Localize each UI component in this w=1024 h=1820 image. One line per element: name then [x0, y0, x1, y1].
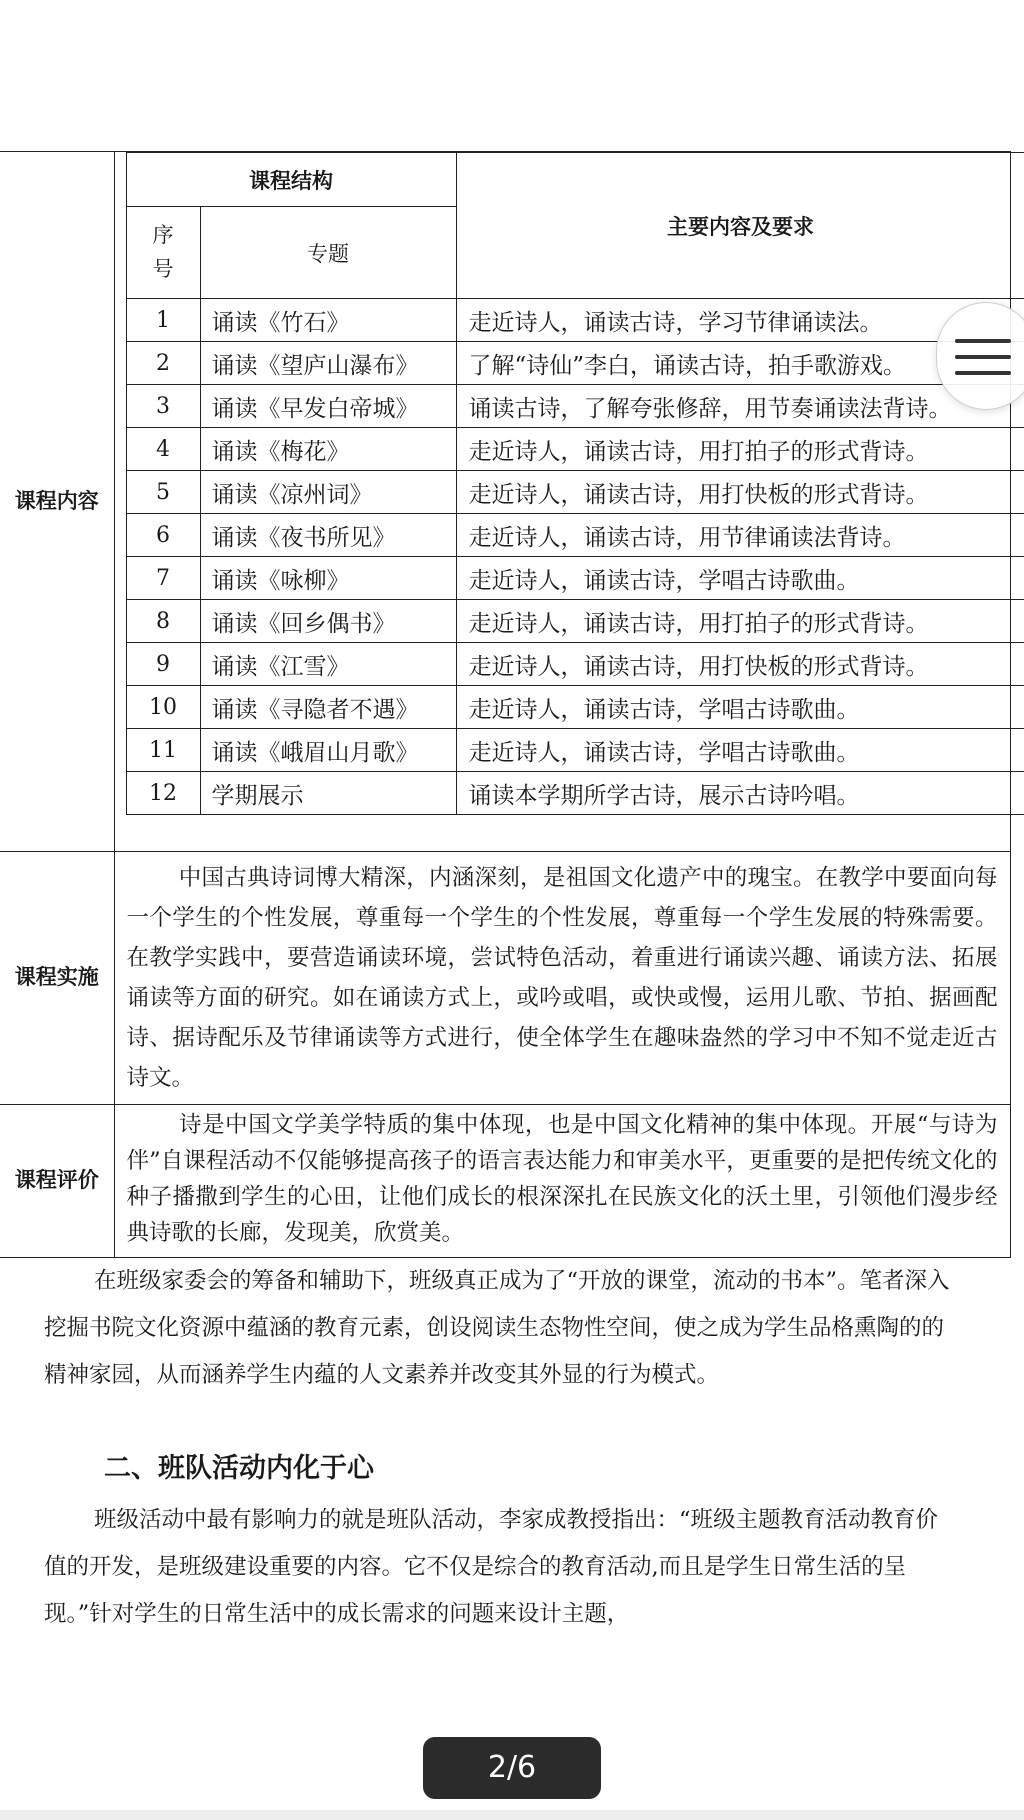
row-requirement: 走近诗人，诵读古诗，学习节律诵读法。 — [456, 299, 1024, 342]
paragraph-1-text: 在班级家委会的筹备和辅助下，班级真正成为了“开放的课堂，流动的书本”。笔者深入挖掘书院文化资源中蕴涵的教育元素，创设阅读生态物性空间，使之成为学生品格熏陶的的精神家园，从而涵养学生内蕴的人文素养并改变其外显的行为模式。 — [44, 1268, 950, 1388]
table-row — [126, 600, 1024, 643]
row-requirement: 走近诗人，诵读古诗，学唱古诗歌曲。 — [456, 686, 1024, 729]
course-rows — [126, 299, 1024, 851]
table-row — [126, 385, 1024, 428]
row-requirement: 走近诗人，诵读古诗，用打拍子的形式背诗。 — [456, 600, 1024, 643]
row-topic: 学期展示 — [200, 772, 456, 815]
course-implement-label: 课程实施 — [0, 851, 114, 1104]
section-heading: 二、班队活动内化于心 — [104, 1453, 374, 1484]
course-content-label: 课程内容 — [0, 152, 114, 852]
row-requirement: 走近诗人，诵读古诗，学唱古诗歌曲。 — [456, 729, 1024, 772]
table-row — [126, 686, 1024, 729]
body-paragraph-1 — [44, 1258, 954, 1399]
course-implement-paragraph: 中国古典诗词博大精深，内涵深刻，是祖国文化遗产中的瑰宝。在教学中要面向每一个学生的个性发展，尊重每一个学生的个性发展，尊重每一个学生发展的特殊需要。在教学实践中，要营造诵读环境，尝试特色活动，着重进行诵读兴趣、诵读方法、拓展诵读等方面的研究。如在诵读方式上，或吟或唱，或快或慢，运用儿歌、节拍、据画配诗、据诗配乐及节律诵读等方式进行，使全体学生在趣味盎然的学习中不知不觉走近古诗文。 — [126, 864, 998, 1091]
course-table — [0, 151, 1011, 1258]
row-topic: 诵读《早发白帝城》 — [200, 385, 456, 428]
row-topic: 诵读《咏柳》 — [200, 557, 456, 600]
course-structure-cell — [114, 152, 1010, 852]
table-row — [126, 471, 1024, 514]
row-requirement: 走近诗人，诵读古诗，用打拍子的形式背诗。 — [456, 428, 1024, 471]
row-requirement: 走近诗人，诵读古诗，用打快板的形式背诗。 — [456, 643, 1024, 686]
table-row — [126, 342, 1024, 385]
row-requirement: 走近诗人，诵读古诗，用打快板的形式背诗。 — [456, 471, 1024, 514]
course-evaluate-label: 课程评价 — [0, 1104, 114, 1257]
body-paragraph-2 — [44, 1497, 954, 1638]
row-index: 10 — [126, 686, 200, 729]
course-evaluate-text — [114, 1104, 1010, 1257]
row-requirement: 了解“诗仙”李白，诵读古诗，拍手歌游戏。 — [456, 342, 1024, 385]
course-content-section — [0, 152, 1010, 852]
topic-header: 专题 — [200, 207, 456, 299]
table-row — [126, 557, 1024, 600]
table-row — [126, 428, 1024, 471]
row-topic: 诵读《回乡偶书》 — [200, 600, 456, 643]
table-row — [126, 514, 1024, 557]
row-requirement: 诵读本学期所学古诗，展示古诗吟唱。 — [456, 772, 1024, 815]
table-row — [126, 643, 1024, 686]
course-evaluate-paragraph: 诗是中国文学美学特质的集中体现，也是中国文化精神的集中体现。开展“与诗为伴”自课程活动不仅能够提高孩子的语言表达能力和审美水平，更重要的是把传统文化的种子播撒到学生的心田，让他们成长的根深深扎在民族文化的沃土里，引领他们漫步经典诗歌的长廊，发现美，欣赏美。 — [126, 1111, 998, 1246]
row-index: 12 — [126, 772, 200, 815]
row-topic: 诵读《峨眉山月歌》 — [200, 729, 456, 772]
course-structure-header: 课程结构 — [126, 153, 456, 207]
table-row — [126, 299, 1024, 342]
paragraph-2-text: 班级活动中最有影响力的就是班队活动，李家成教授指出：“班级主题教育活动教育价值的开发，是班级建设重要的内容。它不仅是综合的教育活动,而且是学生日常生活的呈现。”针对学生的日常生活中的成长需求的问题来设计主题， — [44, 1507, 939, 1627]
blank-row — [126, 815, 1024, 851]
bottom-bar — [0, 1810, 1024, 1820]
index-header — [126, 207, 200, 299]
row-topic: 诵读《夜书所见》 — [200, 514, 456, 557]
row-index: 5 — [126, 471, 200, 514]
floating-menu-button[interactable] — [936, 302, 1024, 410]
course-structure-table — [126, 152, 1024, 851]
row-index: 3 — [126, 385, 200, 428]
row-requirement: 走近诗人，诵读古诗，学唱古诗歌曲。 — [456, 557, 1024, 600]
row-index: 9 — [126, 643, 200, 686]
row-index: 11 — [126, 729, 200, 772]
row-topic: 诵读《梅花》 — [200, 428, 456, 471]
row-index: 2 — [126, 342, 200, 385]
course-evaluate-section — [0, 1104, 1010, 1257]
row-index: 8 — [126, 600, 200, 643]
row-topic: 诵读《寻隐者不遇》 — [200, 686, 456, 729]
row-index: 7 — [126, 557, 200, 600]
row-index: 1 — [126, 299, 200, 342]
row-topic: 诵读《凉州词》 — [200, 471, 456, 514]
course-implement-text — [114, 851, 1010, 1104]
table-row — [126, 729, 1024, 772]
course-implement-section — [0, 851, 1010, 1104]
page-indicator[interactable]: 2/6 — [423, 1737, 601, 1799]
row-topic: 诵读《望庐山瀑布》 — [200, 342, 456, 385]
row-index: 4 — [126, 428, 200, 471]
index-header-bottom: 号 — [152, 256, 174, 281]
row-requirement: 走近诗人，诵读古诗，用节律诵读法背诗。 — [456, 514, 1024, 557]
row-topic: 诵读《竹石》 — [200, 299, 456, 342]
requirement-header: 主要内容及要求 — [456, 153, 1024, 299]
table-row — [126, 772, 1024, 815]
row-topic: 诵读《江雪》 — [200, 643, 456, 686]
row-requirement: 诵读古诗，了解夸张修辞，用节奏诵读法背诗。 — [456, 385, 1024, 428]
index-header-top: 序 — [152, 222, 174, 247]
row-index: 6 — [126, 514, 200, 557]
